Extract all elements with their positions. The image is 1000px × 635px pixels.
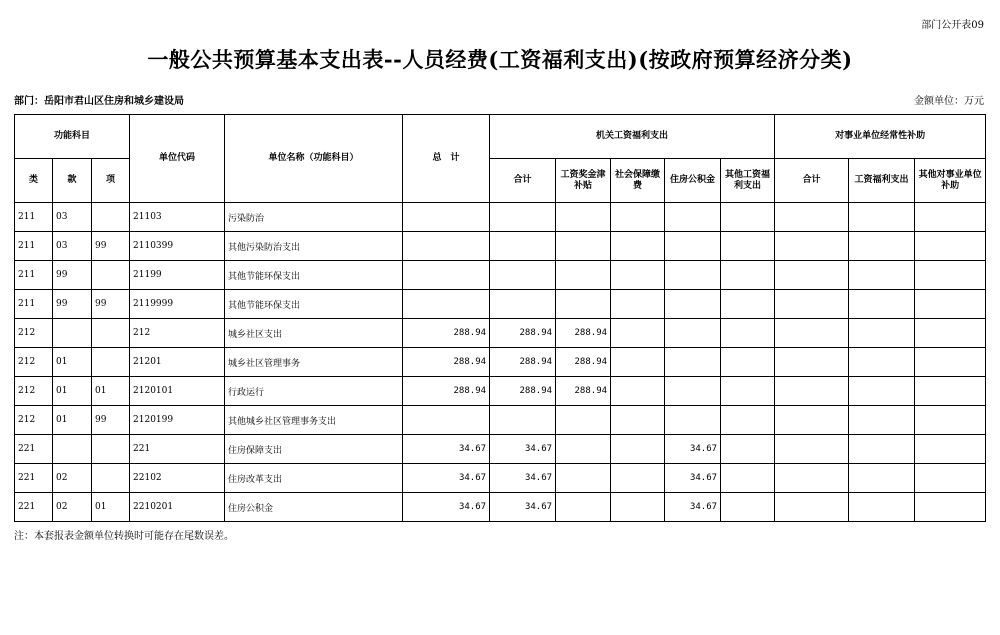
header-g1-sum: 合计 <box>490 159 556 203</box>
header-g1-social: 社会保障缴费 <box>611 159 665 203</box>
cell-lei: 212 <box>15 348 53 377</box>
table-row <box>15 406 986 435</box>
cell-lei: 221 <box>15 435 53 464</box>
table-row <box>15 348 986 377</box>
cell-g1-sum: 34.67 <box>490 464 556 493</box>
cell-g1-social <box>611 377 665 406</box>
cell-g1-social <box>611 290 665 319</box>
cell-g2-other <box>915 348 986 377</box>
cell-kuan: 03 <box>53 203 92 232</box>
cell-g1-fund <box>665 406 721 435</box>
cell-g2-wage <box>849 319 915 348</box>
table-row <box>15 435 986 464</box>
footnote: 注：本套报表金额单位转换时可能存在尾数误差。 <box>14 531 234 542</box>
cell-g1-bonus <box>556 203 611 232</box>
cell-total: 34.67 <box>403 493 490 522</box>
cell-unit-name: 行政运行 <box>225 377 403 406</box>
cell-lei: 221 <box>15 464 53 493</box>
cell-g1-fund <box>665 232 721 261</box>
cell-total: 34.67 <box>403 464 490 493</box>
cell-g1-sum: 288.94 <box>490 348 556 377</box>
cell-kuan: 01 <box>53 377 92 406</box>
cell-g2-wage <box>849 377 915 406</box>
cell-g1-fund: 34.67 <box>665 435 721 464</box>
header-kuan: 款 <box>53 159 92 203</box>
cell-g2-sum <box>775 377 849 406</box>
cell-kuan: 02 <box>53 464 92 493</box>
cell-total <box>403 232 490 261</box>
cell-g2-other <box>915 464 986 493</box>
page-title: 一般公共预算基本支出表--人员经费(工资福利支出)(按政府预算经济分类) <box>147 47 853 72</box>
cell-total <box>403 261 490 290</box>
cell-g1-fund <box>665 261 721 290</box>
cell-g1-social <box>611 406 665 435</box>
cell-g1-bonus <box>556 493 611 522</box>
cell-unit-code: 22102 <box>130 464 225 493</box>
cell-total: 288.94 <box>403 348 490 377</box>
cell-lei: 211 <box>15 261 53 290</box>
cell-unit-code: 21201 <box>130 348 225 377</box>
cell-xiang: 99 <box>92 232 130 261</box>
table-row <box>15 493 986 522</box>
cell-kuan: 99 <box>53 290 92 319</box>
cell-g1-fund: 34.67 <box>665 493 721 522</box>
cell-unit-name: 其他节能环保支出 <box>225 290 403 319</box>
cell-unit-name: 其他节能环保支出 <box>225 261 403 290</box>
header-g1-fund: 住房公积金 <box>665 159 721 203</box>
cell-g2-wage <box>849 348 915 377</box>
cell-lei: 212 <box>15 377 53 406</box>
table-row <box>15 377 986 406</box>
cell-g2-other <box>915 232 986 261</box>
cell-kuan: 01 <box>53 348 92 377</box>
header-g2-other: 其他对事业单位补助 <box>915 159 986 203</box>
cell-unit-code: 2120101 <box>130 377 225 406</box>
cell-g2-sum <box>775 232 849 261</box>
cell-g1-bonus: 288.94 <box>556 348 611 377</box>
department-label: 部门：岳阳市君山区住房和城乡建设局 <box>14 96 184 107</box>
cell-unit-name: 城乡社区管理事务 <box>225 348 403 377</box>
cell-g1-other <box>721 406 775 435</box>
cell-unit-code: 2120199 <box>130 406 225 435</box>
cell-g1-fund <box>665 348 721 377</box>
cell-g2-other <box>915 493 986 522</box>
cell-g1-bonus <box>556 261 611 290</box>
cell-g1-social <box>611 203 665 232</box>
cell-xiang <box>92 348 130 377</box>
header-xiang: 项 <box>92 159 130 203</box>
cell-g1-bonus <box>556 435 611 464</box>
cell-g1-social <box>611 319 665 348</box>
cell-g1-sum <box>490 290 556 319</box>
cell-g1-sum <box>490 406 556 435</box>
cell-g2-sum <box>775 493 849 522</box>
cell-xiang <box>92 435 130 464</box>
table-body <box>15 203 986 522</box>
cell-g2-sum <box>775 290 849 319</box>
cell-g1-sum: 34.67 <box>490 435 556 464</box>
cell-g1-sum: 288.94 <box>490 377 556 406</box>
cell-lei: 211 <box>15 232 53 261</box>
header-g1-bonus: 工资奖金津补贴 <box>556 159 611 203</box>
cell-g1-bonus <box>556 232 611 261</box>
cell-unit-name: 污染防治 <box>225 203 403 232</box>
cell-g2-other <box>915 406 986 435</box>
cell-unit-name: 其他污染防治支出 <box>225 232 403 261</box>
header-public-institution-subsidy: 对事业单位经常性补助 <box>775 115 986 159</box>
cell-unit-code: 221 <box>130 435 225 464</box>
cell-g2-wage <box>849 493 915 522</box>
budget-table <box>14 114 986 522</box>
cell-g1-fund <box>665 203 721 232</box>
cell-g1-sum <box>490 232 556 261</box>
cell-g1-other <box>721 261 775 290</box>
cell-xiang: 99 <box>92 290 130 319</box>
cell-g2-wage <box>849 203 915 232</box>
cell-total: 34.67 <box>403 435 490 464</box>
cell-unit-code: 2119999 <box>130 290 225 319</box>
cell-g2-wage <box>849 464 915 493</box>
header-unit-name: 单位名称（功能科目） <box>225 115 403 203</box>
cell-g2-wage <box>849 290 915 319</box>
cell-g1-bonus: 288.94 <box>556 377 611 406</box>
cell-g2-wage <box>849 232 915 261</box>
cell-g2-wage <box>849 261 915 290</box>
cell-g1-sum: 288.94 <box>490 319 556 348</box>
cell-kuan: 03 <box>53 232 92 261</box>
header-agency-wage-welfare: 机关工资福利支出 <box>490 115 775 159</box>
cell-xiang <box>92 261 130 290</box>
cell-g2-sum <box>775 319 849 348</box>
table-row <box>15 261 986 290</box>
cell-total: 288.94 <box>403 377 490 406</box>
cell-lei: 211 <box>15 203 53 232</box>
cell-xiang: 99 <box>92 406 130 435</box>
cell-g2-other <box>915 203 986 232</box>
cell-kuan: 99 <box>53 261 92 290</box>
cell-kuan <box>53 319 92 348</box>
cell-g1-other <box>721 290 775 319</box>
cell-total <box>403 203 490 232</box>
cell-g1-fund <box>665 319 721 348</box>
cell-unit-name: 住房公积金 <box>225 493 403 522</box>
cell-total <box>403 290 490 319</box>
cell-unit-code: 2210201 <box>130 493 225 522</box>
cell-lei: 212 <box>15 406 53 435</box>
cell-g1-social <box>611 493 665 522</box>
cell-g1-social <box>611 348 665 377</box>
cell-g1-other <box>721 232 775 261</box>
cell-g1-bonus <box>556 406 611 435</box>
table-row <box>15 232 986 261</box>
cell-g2-sum <box>775 435 849 464</box>
cell-unit-name: 其他城乡社区管理事务支出 <box>225 406 403 435</box>
header-g2-wage: 工资福利支出 <box>849 159 915 203</box>
table-row <box>15 203 986 232</box>
cell-unit-code: 2110399 <box>130 232 225 261</box>
cell-unit-name: 城乡社区支出 <box>225 319 403 348</box>
cell-xiang <box>92 319 130 348</box>
cell-g1-other <box>721 493 775 522</box>
cell-g1-bonus: 288.94 <box>556 319 611 348</box>
cell-g2-sum <box>775 406 849 435</box>
cell-g1-sum <box>490 261 556 290</box>
cell-g2-other <box>915 261 986 290</box>
cell-unit-name: 住房保障支出 <box>225 435 403 464</box>
cell-g1-fund <box>665 290 721 319</box>
table-row <box>15 319 986 348</box>
cell-kuan: 01 <box>53 406 92 435</box>
cell-g2-other <box>915 435 986 464</box>
cell-g1-other <box>721 464 775 493</box>
cell-g1-bonus <box>556 290 611 319</box>
cell-g1-social <box>611 261 665 290</box>
table-row <box>15 290 986 319</box>
table-number-label: 部门公开表09 <box>921 20 984 31</box>
cell-g1-other <box>721 203 775 232</box>
cell-lei: 221 <box>15 493 53 522</box>
cell-g1-sum <box>490 203 556 232</box>
cell-xiang: 01 <box>92 377 130 406</box>
cell-g1-fund <box>665 377 721 406</box>
cell-g1-other <box>721 319 775 348</box>
cell-g1-social <box>611 232 665 261</box>
cell-unit-name: 住房改革支出 <box>225 464 403 493</box>
cell-g1-social <box>611 435 665 464</box>
cell-xiang <box>92 203 130 232</box>
amount-unit-label: 金额单位：万元 <box>914 96 984 107</box>
cell-unit-code: 21199 <box>130 261 225 290</box>
cell-g1-other <box>721 435 775 464</box>
cell-kuan: 02 <box>53 493 92 522</box>
cell-g2-sum <box>775 348 849 377</box>
cell-total <box>403 406 490 435</box>
cell-kuan <box>53 435 92 464</box>
cell-g1-other <box>721 377 775 406</box>
cell-lei: 211 <box>15 290 53 319</box>
header-function-subject: 功能科目 <box>15 115 130 159</box>
cell-g2-other <box>915 290 986 319</box>
cell-g2-wage <box>849 406 915 435</box>
cell-g2-wage <box>849 435 915 464</box>
cell-g2-other <box>915 319 986 348</box>
cell-g1-bonus <box>556 464 611 493</box>
header-total: 总 计 <box>403 115 490 203</box>
cell-xiang: 01 <box>92 493 130 522</box>
cell-total: 288.94 <box>403 319 490 348</box>
header-g2-sum: 合计 <box>775 159 849 203</box>
cell-g1-social <box>611 464 665 493</box>
cell-unit-code: 21103 <box>130 203 225 232</box>
header-unit-code: 单位代码 <box>130 115 225 203</box>
cell-g2-sum <box>775 464 849 493</box>
cell-unit-code: 212 <box>130 319 225 348</box>
cell-g1-other <box>721 348 775 377</box>
cell-g2-sum <box>775 261 849 290</box>
cell-lei: 212 <box>15 319 53 348</box>
cell-g2-sum <box>775 203 849 232</box>
cell-g1-sum: 34.67 <box>490 493 556 522</box>
cell-g1-fund: 34.67 <box>665 464 721 493</box>
header-g1-other: 其他工资福利支出 <box>721 159 775 203</box>
header-lei: 类 <box>15 159 53 203</box>
cell-xiang <box>92 464 130 493</box>
table-row <box>15 464 986 493</box>
cell-g2-other <box>915 377 986 406</box>
